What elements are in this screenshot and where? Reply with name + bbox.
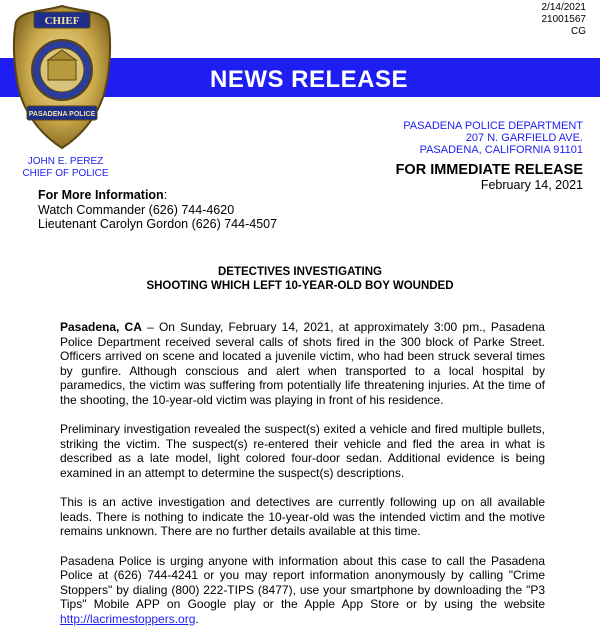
- ref-number: 21001567: [541, 14, 586, 25]
- paragraph-4-text: Pasadena Police is urging anyone with information about this case to call the Pasadena Police at (626) 744-4241 or you may report information anonymously by calling "Crime Stoppers" by dialing (800) 222-TIPS (8477), use your smartphone by downloading the "P3 Tips" Mobile APP on Google play or the Apple App Store or by using the website: [60, 553, 545, 611]
- svg-text:PASADENA POLICE: PASADENA POLICE: [28, 111, 96, 118]
- reference-block: [542, 2, 587, 38]
- contact-info: For More Information: Watch Commander (626) 744-4620 Lieutenant Carolyn Gordon (626) 744-4507: [38, 188, 278, 231]
- department-address-line1: 207 N. GARFIELD AVE.: [465, 132, 583, 144]
- chief-title: CHIEF OF POLICE: [22, 168, 109, 179]
- banner-title: NEWS RELEASE: [210, 66, 409, 93]
- release-date: February 14, 2021: [480, 178, 583, 192]
- paragraph-2: Preliminary investigation revealed the suspect(s) exited a vehicle and fired multiple bullets, striking the victim. The suspect(s) re-entered their vehicle and fled the area in what is described as a late model, light colored four-door sedan. Additional evidence is being examined in an attempt to determine the suspect(s) descriptions.: [60, 422, 545, 480]
- ref-initials: CG: [571, 26, 586, 37]
- ref-date: 2/14/2021: [541, 2, 586, 13]
- contact-heading: For More Information: [38, 188, 164, 202]
- dateline: Pasadena, CA: [60, 320, 142, 334]
- department-address: [403, 120, 583, 156]
- release-label: FOR IMMEDIATE RELEASE: [395, 162, 583, 178]
- contact-lieutenant: Lieutenant Carolyn Gordon (626) 744-4507: [38, 217, 278, 231]
- department-address-line2: PASADENA, CALIFORNIA 91101: [419, 144, 583, 156]
- release-info: [396, 162, 583, 192]
- crime-stoppers-link[interactable]: http://lacrimestoppers.org: [60, 611, 196, 626]
- svg-text:CHIEF: CHIEF: [44, 15, 80, 27]
- headline: [0, 265, 600, 293]
- headline-line2: SHOOTING WHICH LEFT 10-YEAR-OLD BOY WOUNDED: [146, 280, 454, 292]
- headline-line1: DETECTIVES INVESTIGATING: [218, 266, 382, 278]
- paragraph-3: This is an active investigation and detectives are currently following up on all available leads. There is nothing to indicate the 10-year-old was the intended victim and the motive remains unknown. There are no further details available at this time.: [60, 495, 545, 538]
- press-release-body: [60, 320, 545, 641]
- paragraph-4-end: .: [195, 611, 199, 626]
- chief-name: JOHN E. PEREZ: [27, 156, 104, 167]
- chief-block: [18, 156, 113, 180]
- police-badge-logo: [12, 2, 112, 152]
- paragraph-1: [60, 320, 545, 407]
- contact-watch-commander: Watch Commander (626) 744-4620: [38, 202, 235, 217]
- paragraph-4: [60, 554, 545, 627]
- paragraph-1-text: – On Sunday, February 14, 2021, at approximately 3:00 pm., Pasadena Police Department received several calls of shots fired in the 300 block of Parke Street. Officers arrived on scene and located a juvenile victim, who had been struck several times by gunfire. Although conscious and alert when transported to a local hospital by paramedics, the victim was suffering from potentially life threatening injuries. At the time of the shooting, the 10-year-old victim was playing in front of his residence.: [60, 320, 545, 407]
- department-name: PASADENA POLICE DEPARTMENT: [403, 120, 583, 132]
